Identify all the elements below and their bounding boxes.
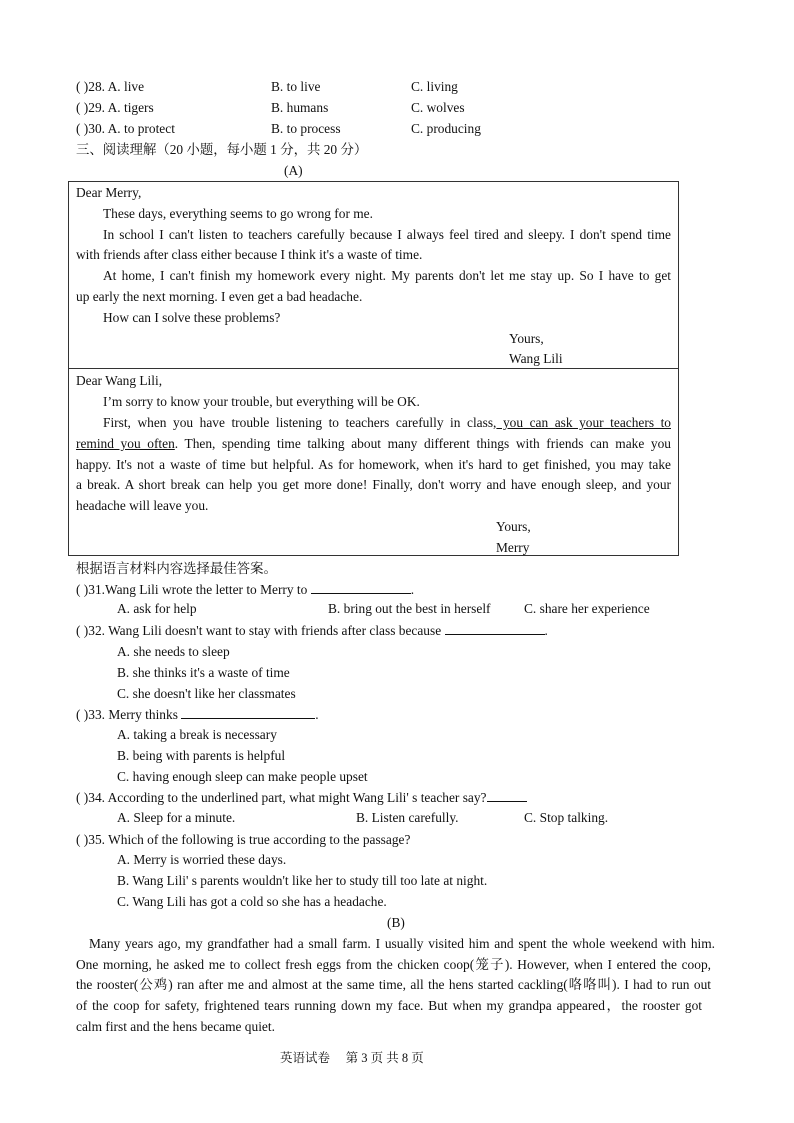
letter2-p2-line2-text: . Then, spending time talking about many different things with friends can make you (174, 436, 672, 451)
q34-option-a: A. Sleep for a minute. (117, 810, 236, 825)
q33-option-b: B. being with parents is helpful (117, 748, 286, 763)
passage-b-line4: of the coop for safety, frightened tears running down my face. But when my grandpa appeared，the rooster got (76, 998, 702, 1013)
q33-option-a: A. taking a break is necessary (117, 727, 277, 742)
q32-option-c: C. she doesn't like her classmates (117, 686, 296, 701)
q35-option-c: C. Wang Lili has got a cold so she has a headache. (117, 894, 387, 909)
q31-option-c: C. share her experience (524, 601, 650, 616)
letter2-closing: Yours, (496, 519, 531, 534)
q31-option-b: B. bring out the best in herself (328, 601, 491, 616)
q31-stem: ( )31.Wang Lili wrote the letter to Merry to . (76, 582, 415, 597)
q29-option-a: ( )29. A. tigers (76, 100, 154, 115)
q33-stem-text: ( )33. Merry thinks (76, 707, 178, 722)
q32-stem-text: ( )32. Wang Lili doesn't want to stay with friends after class because (76, 623, 442, 638)
q30-option-c: C. producing (411, 121, 481, 136)
q28-option-c: C. living (411, 79, 458, 94)
letter2-p2-line1-text: First, when you have trouble listening to teachers carefully in class, (103, 415, 497, 430)
letter2-greeting: Dear Wang Lili, (76, 373, 163, 388)
q31-blank (311, 581, 411, 594)
letter2-p2-line2 (76, 435, 671, 453)
q28-option-a: ( )28. A. live (76, 79, 145, 94)
letter1-closing: Yours, (509, 331, 544, 346)
letter1-signature: Wang Lili (509, 351, 563, 366)
q35-option-a: A. Merry is worried these days. (117, 852, 287, 867)
q34-blank (487, 789, 527, 802)
passage-b-line2: One morning, he asked me to collect fresh eggs from the chicken coop(笼子). However, when I entered the coop, (76, 957, 711, 972)
q32-stem: ( )32. Wang Lili doesn't want to stay with friends after class because . (76, 623, 548, 638)
q29-option-b: B. humans (271, 100, 329, 115)
underlined-part-start: you can ask your teachers to (496, 415, 671, 430)
letter1-p4: How can I solve these problems? (103, 310, 281, 325)
letter2-p1: I’m sorry to know your trouble, but everything will be OK. (103, 394, 420, 409)
letter1-p3-line1: At home, I can't finish my homework every night. My parents don't let me stay up. So I have to get (103, 268, 671, 283)
letter1-p2-line1: In school I can't listen to teachers carefully because I always feel tired and sleepy. I don't spend time (103, 227, 671, 242)
q30-option-a: ( )30. A. to protect (76, 121, 175, 136)
q35-option-b: B. Wang Lili' s parents wouldn't like her to study till too late at night. (117, 873, 488, 888)
letter2-p2-line5: headache will leave you. (76, 498, 209, 513)
passage-b-line1: Many years ago, my grandfather had a small farm. I usually visited him and spent the whole weekend with him. (89, 936, 715, 951)
q33-blank (181, 706, 315, 719)
q28-option-b: B. to live (271, 79, 321, 94)
q30-option-b: B. to process (271, 121, 341, 136)
q34-stem-text: ( )34. According to the underlined part, what might Wang Lili' s teacher say? (76, 790, 487, 805)
letter2-p2-line1 (103, 414, 671, 432)
q34-stem (76, 789, 527, 807)
q33-stem: ( )33. Merry thinks . (76, 707, 319, 722)
passage-b-line3: the rooster(公鸡) ran after me and almost at the same time, all the hens started cackling(咯咯叫). I had to run out (76, 977, 711, 992)
section-title: 三、阅读理解（20 小题，每小题 1 分，共 20 分） (76, 142, 368, 157)
q34-option-b: B. Listen carefully. (356, 810, 459, 825)
page-footer: 英语试卷 第 3 页 共 8 页 (280, 1051, 424, 1065)
underlined-part-end: remind you often (76, 436, 175, 451)
q33-option-c: C. having enough sleep can make people upset (117, 769, 368, 784)
letter1-p1: These days, everything seems to go wrong for me. (103, 206, 373, 221)
passage-b-line5: calm first and the hens became quiet. (76, 1019, 275, 1034)
q31-stem-text: ( )31.Wang Lili wrote the letter to Merry to (76, 582, 308, 597)
q29-option-c: C. wolves (411, 100, 465, 115)
q35-stem: ( )35. Which of the following is true according to the passage? (76, 832, 411, 847)
letter2-signature: Merry (496, 540, 530, 555)
letter1-p3-line2: up early the next morning. I even get a bad headache. (76, 289, 363, 304)
q34-option-c: C. Stop talking. (524, 810, 609, 825)
q31-option-a: A. ask for help (117, 601, 197, 616)
instruction: 根据语言材料内容选择最佳答案。 (76, 561, 277, 576)
letter2-p2-line4: a break. A short break can help you get more done! Finally, don't worry and have enough sleep, and your (76, 477, 671, 492)
letter-divider (68, 368, 679, 369)
part-b-label: (B) (387, 915, 405, 930)
letter2-p2-line3: happy. It's not a waste of time but helpful. As for homework, when it's hard to get finished, you may take (76, 457, 671, 472)
letter1-p2-line2: with friends after class either because I think it's a waste of time. (76, 247, 423, 262)
part-a-label: (A) (284, 163, 303, 178)
q32-option-a: A. she needs to sleep (117, 644, 230, 659)
q32-option-b: B. she thinks it's a waste of time (117, 665, 290, 680)
letter1-greeting: Dear Merry, (76, 185, 142, 200)
q32-blank (445, 622, 545, 635)
